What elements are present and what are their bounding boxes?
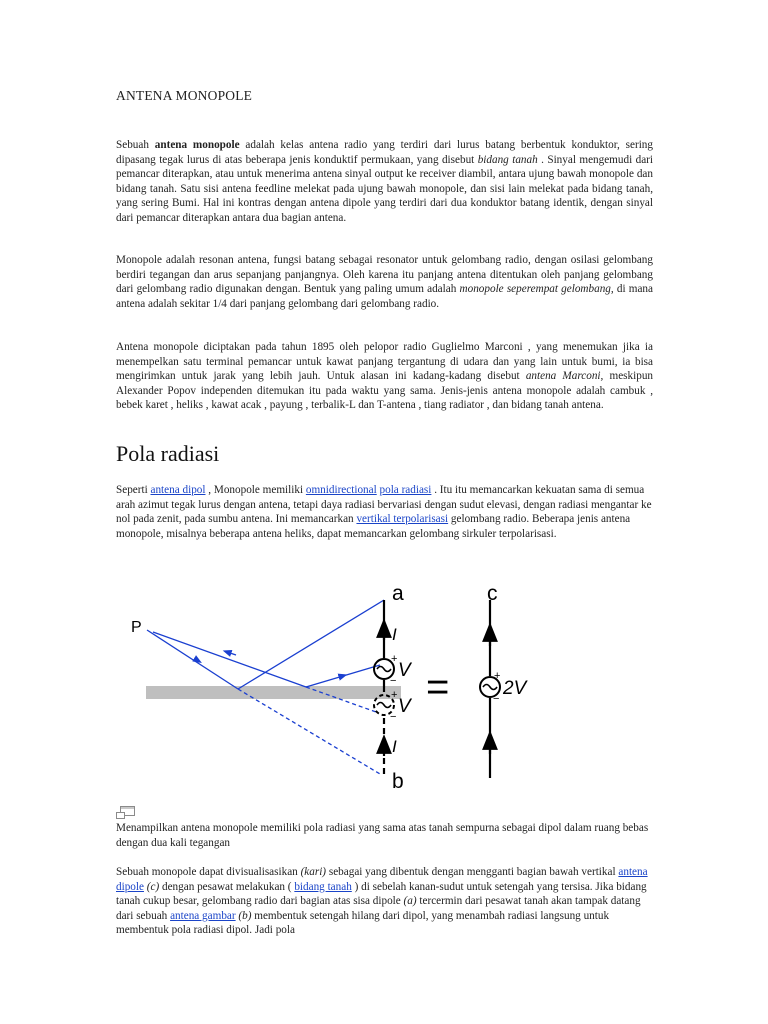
- resonance-paragraph: Monopole adalah resonan antena, fungsi batang sebagai resonator untuk gelombang radio, dengan osilasi gelombang berdiri tegangan dan arus sepanjang panjangnya. Oleh karena itu panjang antena ditentukan oleh panjang gelombang dari gelombang radio digunakan dengan. Bentuk yang paling umum adalah monopole seperempat gelombang, di mana antena adalah sekitar 1/4 dari panjang gelombang dari gelombang radio.: [116, 254, 653, 310]
- label-current-a: I: [392, 625, 397, 644]
- link-antena-dipole[interactable]: antena dipole: [116, 866, 648, 893]
- link-bidang-tanah[interactable]: bidang tanah: [294, 880, 352, 893]
- link-antena-gambar[interactable]: antena gambar: [170, 909, 236, 922]
- italic-term: monopole seperempat gelombang,: [459, 283, 614, 295]
- label-current-b: I: [392, 737, 397, 756]
- history-paragraph: Antena monopole diciptakan pada tahun 1895 oleh pelopor radio Guglielmo Marconi , yang menemukan jika ia menempelkan satu terminal pemancar untuk kawat panjang tergantung di udara dan yang lain untuk bumi, ia bisa mengirimkan untuk jarak yang lebih jauh. Untuk alasan ini kadang-kadang disebut antena Marconi, meskipun Alexander Popov independen ditemukan itu pada waktu yang sama. Jenis-jenis antena monopole adalah cambuk , bebek karet , heliks , kawat acak , payung , terbalik-L dan T-antena , tiang radiator , dan bidang tanah antena.: [116, 341, 654, 411]
- label-minus-b: −: [390, 711, 397, 723]
- link-antena-dipol[interactable]: antena dipol: [150, 484, 206, 496]
- label-b: b: [392, 770, 404, 793]
- link-vertikal-terpolarisasi[interactable]: vertikal terpolarisasi: [356, 513, 449, 525]
- label-c: c: [487, 582, 498, 605]
- equals-sign: =: [426, 665, 450, 709]
- intro-paragraph: Sebuah antena monopole adalah kelas antena radio yang terdiri dari lurus batang berbentuk konduktor, sering dipasang tegak lurus di atas beberapa jenis konduktif permukaan, yang disebut bidang tanah . Sinyal mengemudi dari pemancar diterapkan, atau untuk menerima antena sinyal output ke receiver diambil, antara ujung bawah monopole dan bidang tanah. Satu sisi antena feedline melekat pada ujung bawah monopole, dan sisi lain melekat pada bidang tanah, yang sering Bumi. Hal ini kontras dengan antena dipole yang terdiri dari dua konduktor batang identik, dengan sinyal dari pemancar diterapkan antara dua bagian antena.: [116, 139, 654, 224]
- link-pola-radiasi[interactable]: pola radiasi: [379, 484, 432, 496]
- label-plus-c: +: [494, 670, 501, 682]
- monopole-image-diagram: [118, 578, 527, 798]
- section-heading: Pola radiasi: [116, 441, 220, 466]
- label-voltage-a: V: [398, 660, 411, 681]
- document-title: ANTENA MONOPOLE: [116, 88, 253, 103]
- ground-plane: [146, 686, 401, 699]
- visualization-paragraph: Sebuah monopole dapat divisualisasikan (kari) sebagai yang dibentuk dengan mengganti bagian bawah vertikal antena dipole (c) dengan pesawat melakukan ( bidang tanah ) di sebelah kanan-sudut untuk setengah yang tersisa. Jika bidang tanah cukup besar, gelombang radio dari bagian atas sisa dipole (a) tercermin dari pesawat tanah akan tampak datang dari sebuah antena gambar (b) membentuk setengah hilang dari dipol, yang menambah radiasi langsung untuk membentuk pola radiasi dipol. Jadi pola: [116, 866, 648, 936]
- italic-term: bidang tanah: [477, 153, 538, 166]
- figure-caption: Menampilkan antena monopole memiliki pola radiasi yang sama atas tanah sempurna sebagai dipol dalam ruang bebas dengan dua kali tegangan: [116, 822, 649, 849]
- label-voltage-c: 2V: [503, 678, 527, 699]
- label-minus-a: −: [390, 675, 397, 687]
- radiation-paragraph: Seperti antena dipol , Monopole memiliki omnidirectional pola radiasi . Itu itu memancarkan kekuatan sama di semua arah azimut tegak lurus dengan antena, tetapi daya radiasi bervariasi dengan sudut elevasi, dengan radiasi mengantar ke nol pada zenit, pada sumbu antena. Ini memancarkan vertikal terpolarisasi gelombang radio. Beberapa jenis antena monopole, misalnya beberapa antena heliks, dapat memancarkan gelombang sirkuler terpolarisasi.: [116, 484, 652, 540]
- label-voltage-b: V: [398, 696, 411, 717]
- label-minus-c: −: [493, 693, 500, 705]
- italic-term: antena Marconi,: [525, 370, 604, 382]
- label-plus-a: +: [391, 653, 398, 665]
- label-plus-b: +: [391, 689, 398, 701]
- label-a: a: [392, 582, 404, 605]
- bold-term: antena monopole: [154, 139, 240, 151]
- dipole-antenna: [480, 600, 500, 778]
- label-p: P: [131, 619, 142, 636]
- link-omnidirectional[interactable]: omnidirectional: [305, 484, 377, 496]
